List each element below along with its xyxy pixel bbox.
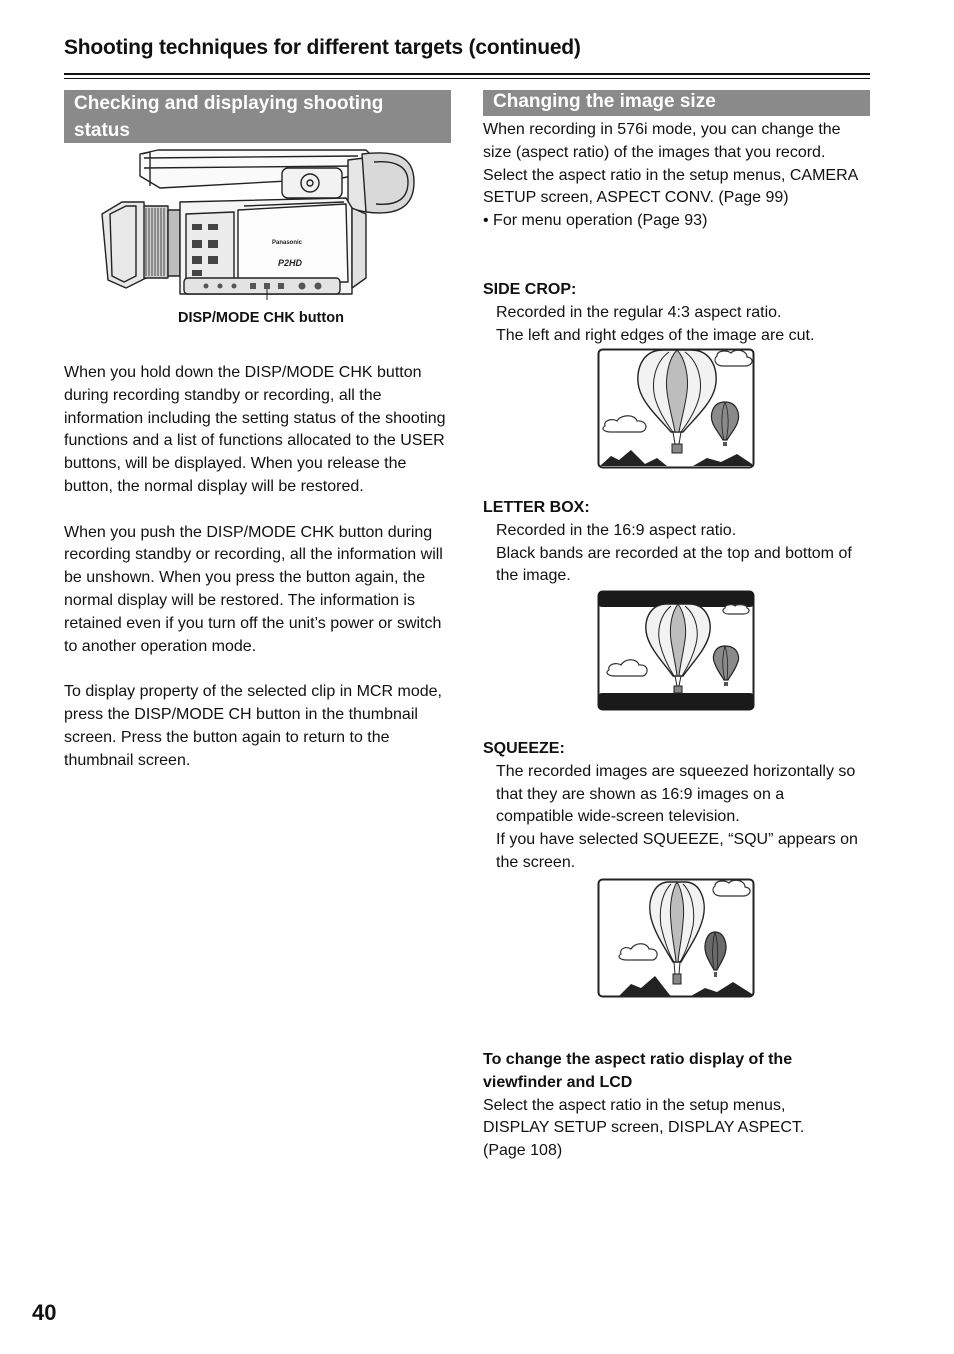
side-crop-illustration [597, 348, 755, 469]
paragraph: When you hold down the DISP/MODE CHK button during recording standby or recording, all the information including the setting status of the shooting functions and a list of functions allocated to the USER buttons, will be displayed. When you release the button, the normal display will be restored. [64, 364, 446, 495]
camera-logo-label: P2HD [278, 258, 303, 268]
letter-box-line: Recorded in the 16:9 aspect ratio. [496, 521, 737, 539]
squeeze-line: If you have selected SQUEEZE, “SQU” appears on the screen. [496, 831, 858, 871]
squeeze-block [483, 738, 869, 875]
side-crop-title: SIDE CROP: [483, 281, 577, 298]
viewfinder-block [483, 1049, 869, 1163]
camera-illustration [96, 148, 418, 300]
letter-box-line: Black bands are recorded at the top and bottom of the image. [496, 544, 852, 585]
title-rule-thin [64, 78, 870, 79]
intro-text: When recording in 576i mode, you can change the size (aspect ratio) of the images that you record. Select the aspect ratio in the setup menus, CAMERA SETUP screen, ASPECT CONV. (Page 99) [483, 121, 858, 207]
camera-caption: DISP/MODE CHK button [178, 310, 344, 326]
section-heading-image-size [483, 90, 870, 116]
letter-box-block [483, 497, 869, 588]
letter-box-title: LETTER BOX: [483, 499, 590, 516]
right-intro [483, 119, 869, 233]
bullet-text: • For menu operation (Page 93) [483, 212, 708, 230]
side-crop-block [483, 279, 869, 347]
squeeze-title: SQUEEZE: [483, 740, 565, 757]
page-number: 40 [32, 1300, 57, 1325]
side-crop-line: Recorded in the regular 4:3 aspect ratio. [496, 303, 782, 321]
section-heading-text: Checking and displaying shooting status [74, 93, 384, 141]
paragraph: To display property of the selected clip in MCR mode, press the DISP/MODE CH button in the thumbnail screen. Press the button again to return to the thumbnail screen. [64, 683, 442, 769]
section-heading-text: Changing the image size [493, 91, 716, 112]
letter-box-illustration [597, 590, 755, 711]
camera-brand-label: Panasonic [272, 240, 303, 246]
side-crop-line: The left and right edges of the image are cut. [496, 326, 815, 344]
page-title: Shooting techniques for different targets (continued) [64, 36, 581, 59]
squeeze-illustration [597, 878, 755, 998]
squeeze-line: The recorded images are squeezed horizontally so that they are shown as 16:9 images on a compatible wide-screen television. [496, 762, 856, 826]
title-rule [64, 73, 870, 75]
section-heading-shooting-status [64, 90, 451, 143]
left-body [64, 362, 448, 772]
paragraph: When you push the DISP/MODE CHK button during recording standby or recording, all the information will be unshown. When you press the button again, the normal display will be restored. The information is retained even if you turn off the unit’s power or switch to another operation mode. [64, 523, 443, 655]
viewfinder-text: Select the aspect ratio in the setup menus, DISPLAY SETUP screen, DISPLAY ASPECT. (Page 108) [483, 1096, 805, 1160]
viewfinder-title: To change the aspect ratio display of the viewfinder and LCD [483, 1051, 793, 1091]
